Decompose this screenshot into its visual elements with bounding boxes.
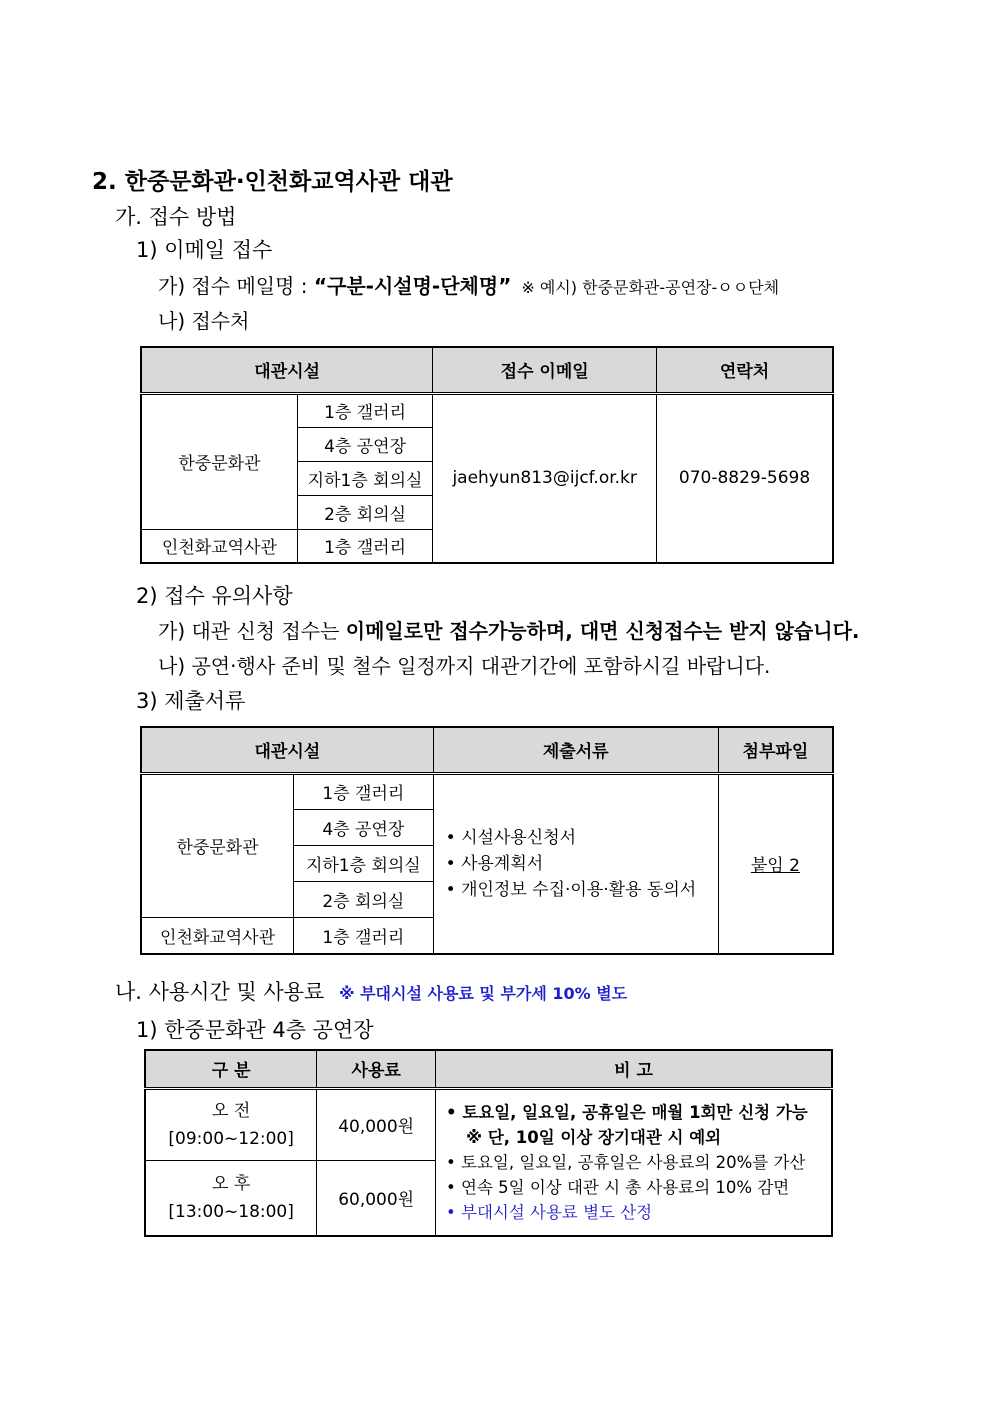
reception-contact-heading: 나) 접수처: [158, 309, 250, 333]
fee-afternoon: 60,000원: [317, 1160, 436, 1236]
remark-item: • 토요일, 일요일, 공휴일은 매월 1회만 신청 가능: [446, 1102, 808, 1122]
document-item: • 개인정보 수집·이용·활용 동의서: [446, 877, 718, 903]
surcharge-note: ※ 부대시설 사용료 및 부가세 10% 별도: [338, 984, 628, 1003]
remark-item: • 연속 5일 이상 대관 시 총 사용료의 10% 감면: [446, 1177, 790, 1197]
reception-email[interactable]: jaehyun813@ijcf.or.kr: [433, 393, 657, 563]
table-header: 사용료: [317, 1050, 436, 1088]
room-cell: 4층 공연장: [294, 809, 434, 845]
fee-remarks: [436, 1088, 832, 1236]
room-cell: 2층 회의실: [294, 881, 434, 917]
contact-phone: 070-8829-5698: [657, 393, 833, 563]
venue-hanjung: 한중문화관: [141, 393, 297, 529]
remark-item: • 토요일, 일요일, 공휴일은 사용료의 20%를 가산: [446, 1152, 806, 1172]
documents-table: [140, 726, 834, 955]
email-subject-example: ※ 예시) 한중문화관-공연장-ㅇㅇ단체: [521, 278, 780, 297]
heading-reception-method: 가. 접수 방법: [115, 205, 237, 229]
note-email-only-emphasis: 이메일로만 접수가능하며, 대면 신청접수는 받지 않습니다.: [345, 619, 860, 643]
room-cell: 지하1층 회의실: [294, 845, 434, 881]
email-subject-format: “구분-시설명-단체명”: [313, 274, 512, 298]
table-header: 연락처: [657, 347, 833, 393]
remark-exception: ※ 단, 10일 이상 장기대관 시 예외: [466, 1127, 722, 1147]
venue-incheon: 인천화교역사관: [141, 917, 294, 954]
fee-table: [144, 1049, 833, 1237]
table-header: 대관시설: [141, 347, 433, 393]
note-schedule: 나) 공연·행사 준비 및 철수 일정까지 대관기간에 포함하시길 바랍니다.: [158, 654, 771, 678]
note-email-only-prefix: 가) 대관 신청 접수는: [158, 619, 346, 643]
period-afternoon: [145, 1160, 317, 1236]
heading-submission-docs: 3) 제출서류: [136, 689, 246, 713]
table-header: 대관시설: [141, 727, 433, 773]
attachment-link[interactable]: 붙임 2: [750, 856, 800, 877]
period-label: 오 후: [212, 1173, 251, 1194]
room-cell: 1층 갤러리: [294, 773, 434, 809]
period-time: [13:00~18:00]: [168, 1201, 294, 1222]
table-header: 제출서류: [433, 727, 718, 773]
heading-performance-hall: 1) 한중문화관 4층 공연장: [136, 1018, 374, 1042]
attachment-cell: [718, 773, 833, 954]
usage-time-fee-title: 나. 사용시간 및 사용료: [115, 980, 325, 1004]
fee-morning: 40,000원: [317, 1088, 436, 1160]
heading-usage-time-fee: [115, 976, 627, 1006]
room-cell: 2층 회의실: [297, 495, 432, 529]
heading-reception-notes: 2) 접수 유의사항: [136, 584, 293, 608]
table-header: 첨부파일: [718, 727, 833, 773]
document-item: • 시설사용신청서: [446, 825, 718, 851]
table-header: 비 고: [436, 1050, 832, 1088]
room-cell: 1층 갤러리: [297, 393, 432, 427]
room-cell: 4층 공연장: [297, 427, 432, 461]
room-cell: 1층 갤러리: [294, 917, 434, 954]
email-subject-prefix: 가) 접수 메일명 :: [158, 274, 314, 298]
reception-table: [140, 346, 834, 564]
venue-hanjung: 한중문화관: [141, 773, 294, 917]
table-header: 접수 이메일: [433, 347, 657, 393]
note-email-only: [158, 615, 860, 644]
venue-incheon: 인천화교역사관: [141, 529, 297, 563]
period-label: 오 전: [212, 1100, 251, 1121]
remark-item: • 부대시설 사용료 별도 산정: [446, 1202, 653, 1222]
document-item: • 사용계획서: [446, 851, 718, 877]
email-subject-line: [158, 270, 779, 299]
heading-email-reception: 1) 이메일 접수: [136, 238, 273, 262]
table-header: 구 분: [145, 1050, 317, 1088]
section-title: 2. 한중문화관·인천화교역사관 대관: [92, 169, 453, 195]
period-time: [09:00~12:00]: [168, 1128, 294, 1149]
room-cell: 지하1층 회의실: [297, 461, 432, 495]
room-cell: 1층 갤러리: [297, 529, 432, 563]
required-documents: [433, 773, 718, 954]
period-morning: [145, 1088, 317, 1160]
